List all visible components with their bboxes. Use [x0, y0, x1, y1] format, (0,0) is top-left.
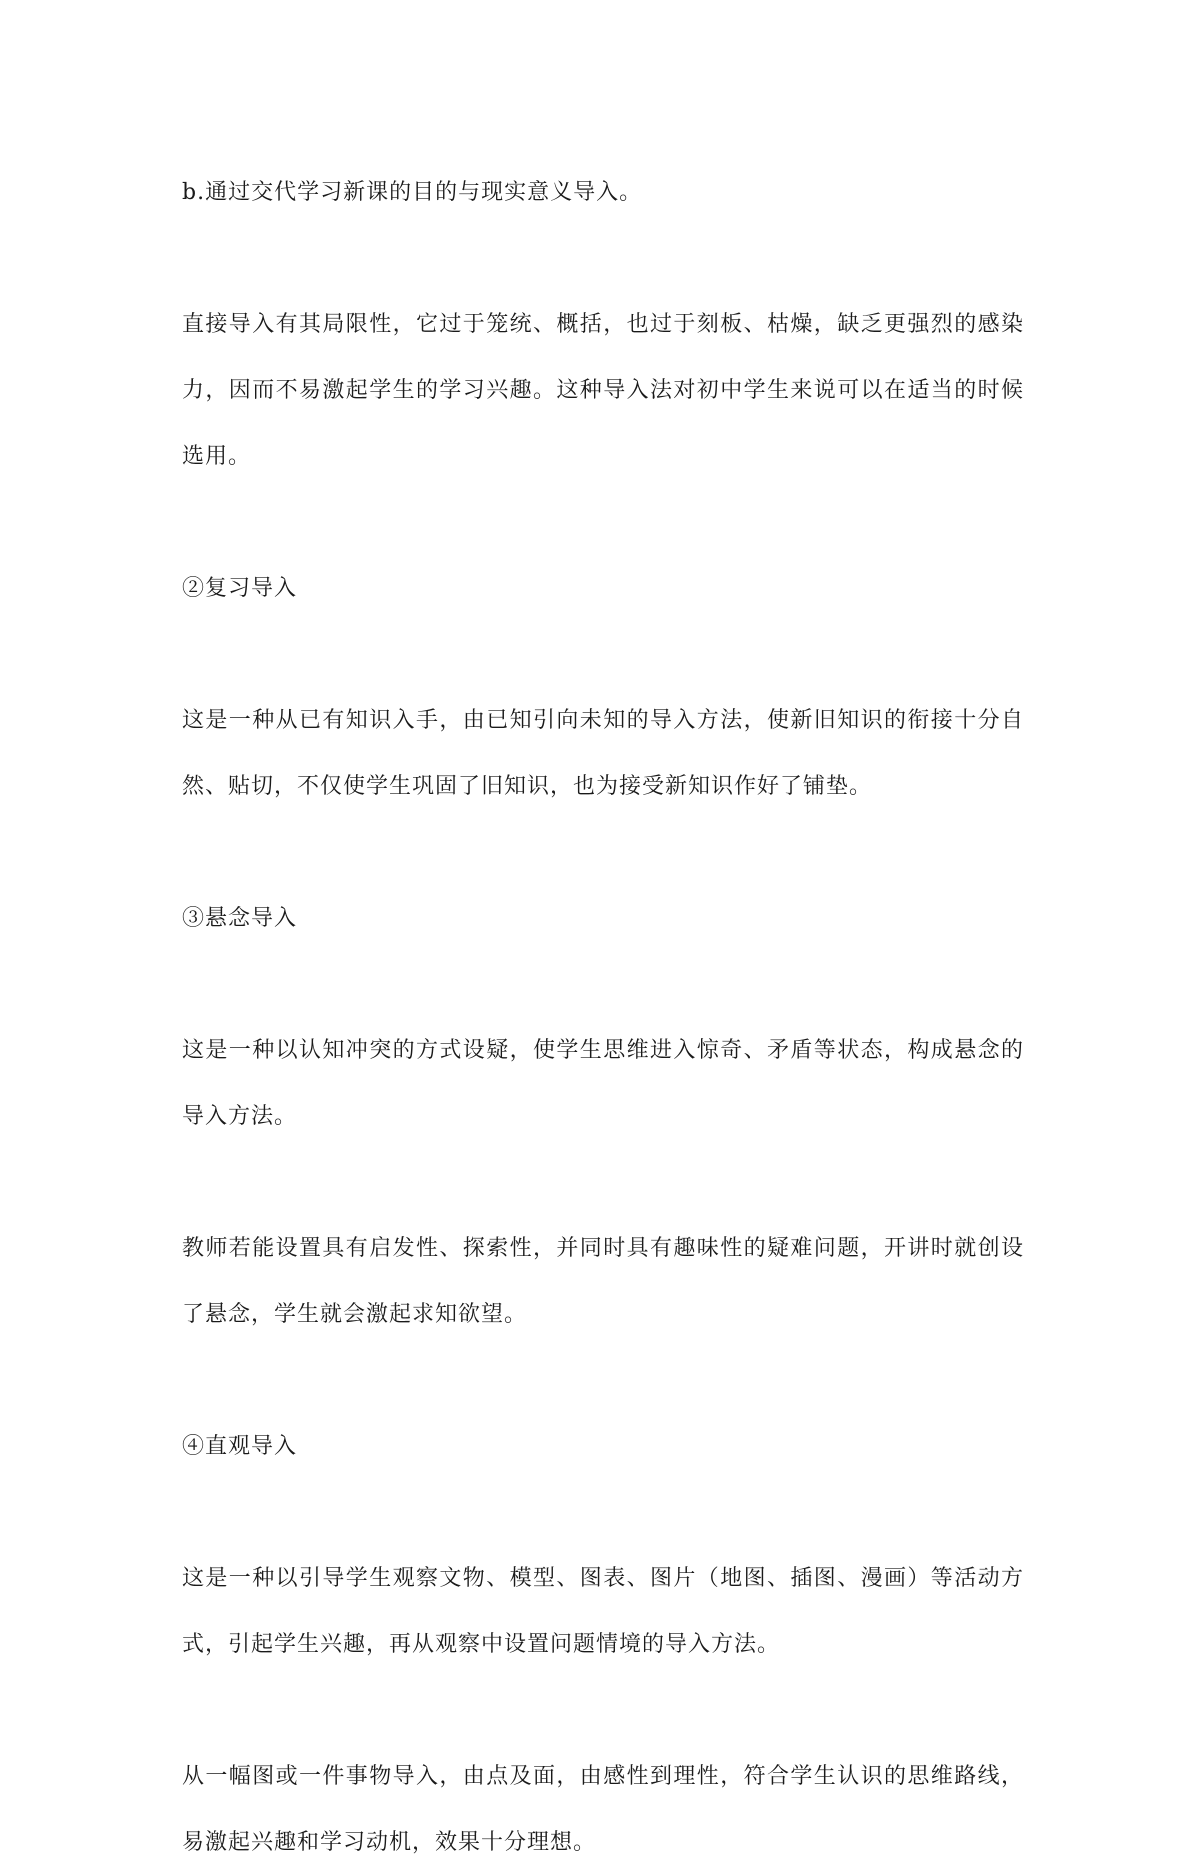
- heading-review-intro: ②复习导入: [182, 576, 298, 601]
- paragraph-visual-description: 这是一种以引导学生观察文物、模型、图表、图片（地图、插图、漫画）等活动方式，引起学生兴趣，再从观察中设置问题情境的导入方法。: [182, 1566, 1024, 1657]
- paragraph-visual-effect: 从一幅图或一件事物导入，由点及面，由感性到理性，符合学生认识的思维路线，易激起兴趣和学习动机，效果十分理想。: [182, 1764, 1024, 1855]
- paragraph-gap: [182, 622, 1024, 688]
- paragraph-gap: [182, 1480, 1024, 1546]
- paragraph-gap: [182, 490, 1024, 556]
- paragraph-gap: [182, 952, 1024, 1018]
- paragraph-suspense-description: 这是一种以认知冲突的方式设疑，使学生思维进入惊奇、矛盾等状态，构成悬念的导入方法。: [182, 1038, 1024, 1129]
- paragraph-gap: [182, 1678, 1024, 1744]
- paragraph-gap: [182, 1348, 1024, 1414]
- paragraph-suspense-teacher: 教师若能设置具有启发性、探索性，并同时具有趣味性的疑难问题，开讲时就创设了悬念，学生就会激起求知欲望。: [182, 1236, 1024, 1327]
- heading-visual-intro: ④直观导入: [182, 1434, 298, 1459]
- paragraph-b-purpose: b.通过交代学习新课的目的与现实意义导入。: [182, 180, 643, 205]
- paragraph-gap: [182, 1150, 1024, 1216]
- heading-suspense-intro: ③悬念导入: [182, 906, 298, 931]
- document-body: [182, 160, 1024, 1876]
- paragraph-review-description: 这是一种从已有知识入手，由已知引向未知的导入方法，使新旧知识的衔接十分自然、贴切，不仅使学生巩固了旧知识，也为接受新知识作好了铺垫。: [182, 708, 1024, 799]
- paragraph-gap: [182, 226, 1024, 292]
- paragraph-direct-limitations: 直接导入有其局限性，它过于笼统、概括，也过于刻板、枯燥，缺乏更强烈的感染力，因而不易激起学生的学习兴趣。这种导入法对初中学生来说可以在适当的时候选用。: [182, 312, 1024, 469]
- paragraph-gap: [182, 820, 1024, 886]
